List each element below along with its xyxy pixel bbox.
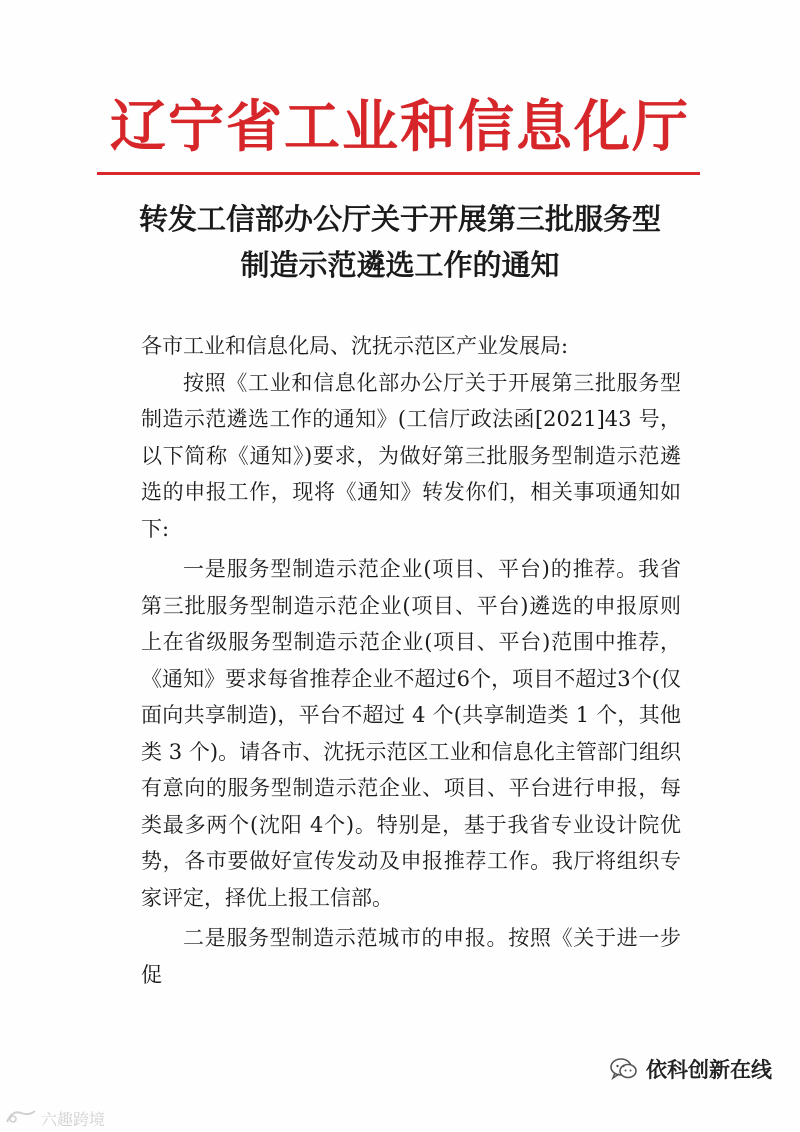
title-line-1: 转发工信部办公厅关于开展第三批服务型 [138, 202, 661, 236]
red-divider-line [97, 172, 700, 175]
document-title [0, 196, 800, 288]
paragraph-1: 按照《工业和信息化部办公厅关于开展第三批服务型制造示范遴选工作的通知》(工信厅政法函[2021]43 号，以下简称《通知》)要求，为做好第三批服务型制造示范遴选的申报工作，现将《通知》转发你们，相关事项通知如下: [141, 370, 681, 541]
wechat-icon [610, 1058, 638, 1080]
wechat-watermark [610, 1054, 772, 1084]
corner-watermark [4, 1107, 105, 1130]
watermark-logo-icon [4, 1108, 38, 1130]
agency-header: 辽宁省工业和信息化厅 [110, 94, 690, 160]
paragraph-3: 二是服务型制造示范城市的申报。按照《关于进一步促 [141, 926, 681, 987]
paragraph-2: 一是服务型制造示范企业(项目、平台)的推荐。我省第三批服务型制造示范企业(项目、平台)遴选的申报原则上在省级服务型制造示范企业(项目、平台)范围中推荐，《通知》要求每省推荐企业不超过6个，项目不超过3个(仅面向共享制造)，平台不超过 4 个(共享制造类 1 个，其他类 3 个)。请各市、沈抚示范区工业和信息化主管部门组织有意向的服务型制造示范企业、项目、平台进行申报，每类最多两个(沈阳 4个)。特别是，基于我省专业设计院优势，各市要做好宣传发动及申报推荐工作。我厅将组织专家评定，择优上报工信部。 [141, 557, 681, 910]
title-line-2: 制造示范遴选工作的通知 [240, 248, 560, 282]
document-body [141, 328, 681, 993]
watermark-right-text: 依科创新在线 [646, 1058, 772, 1082]
salutation: 各市工业和信息化局、沈抚示范区产业发展局: [141, 334, 569, 358]
watermark-left-text: 六趣跨境 [41, 1110, 106, 1129]
